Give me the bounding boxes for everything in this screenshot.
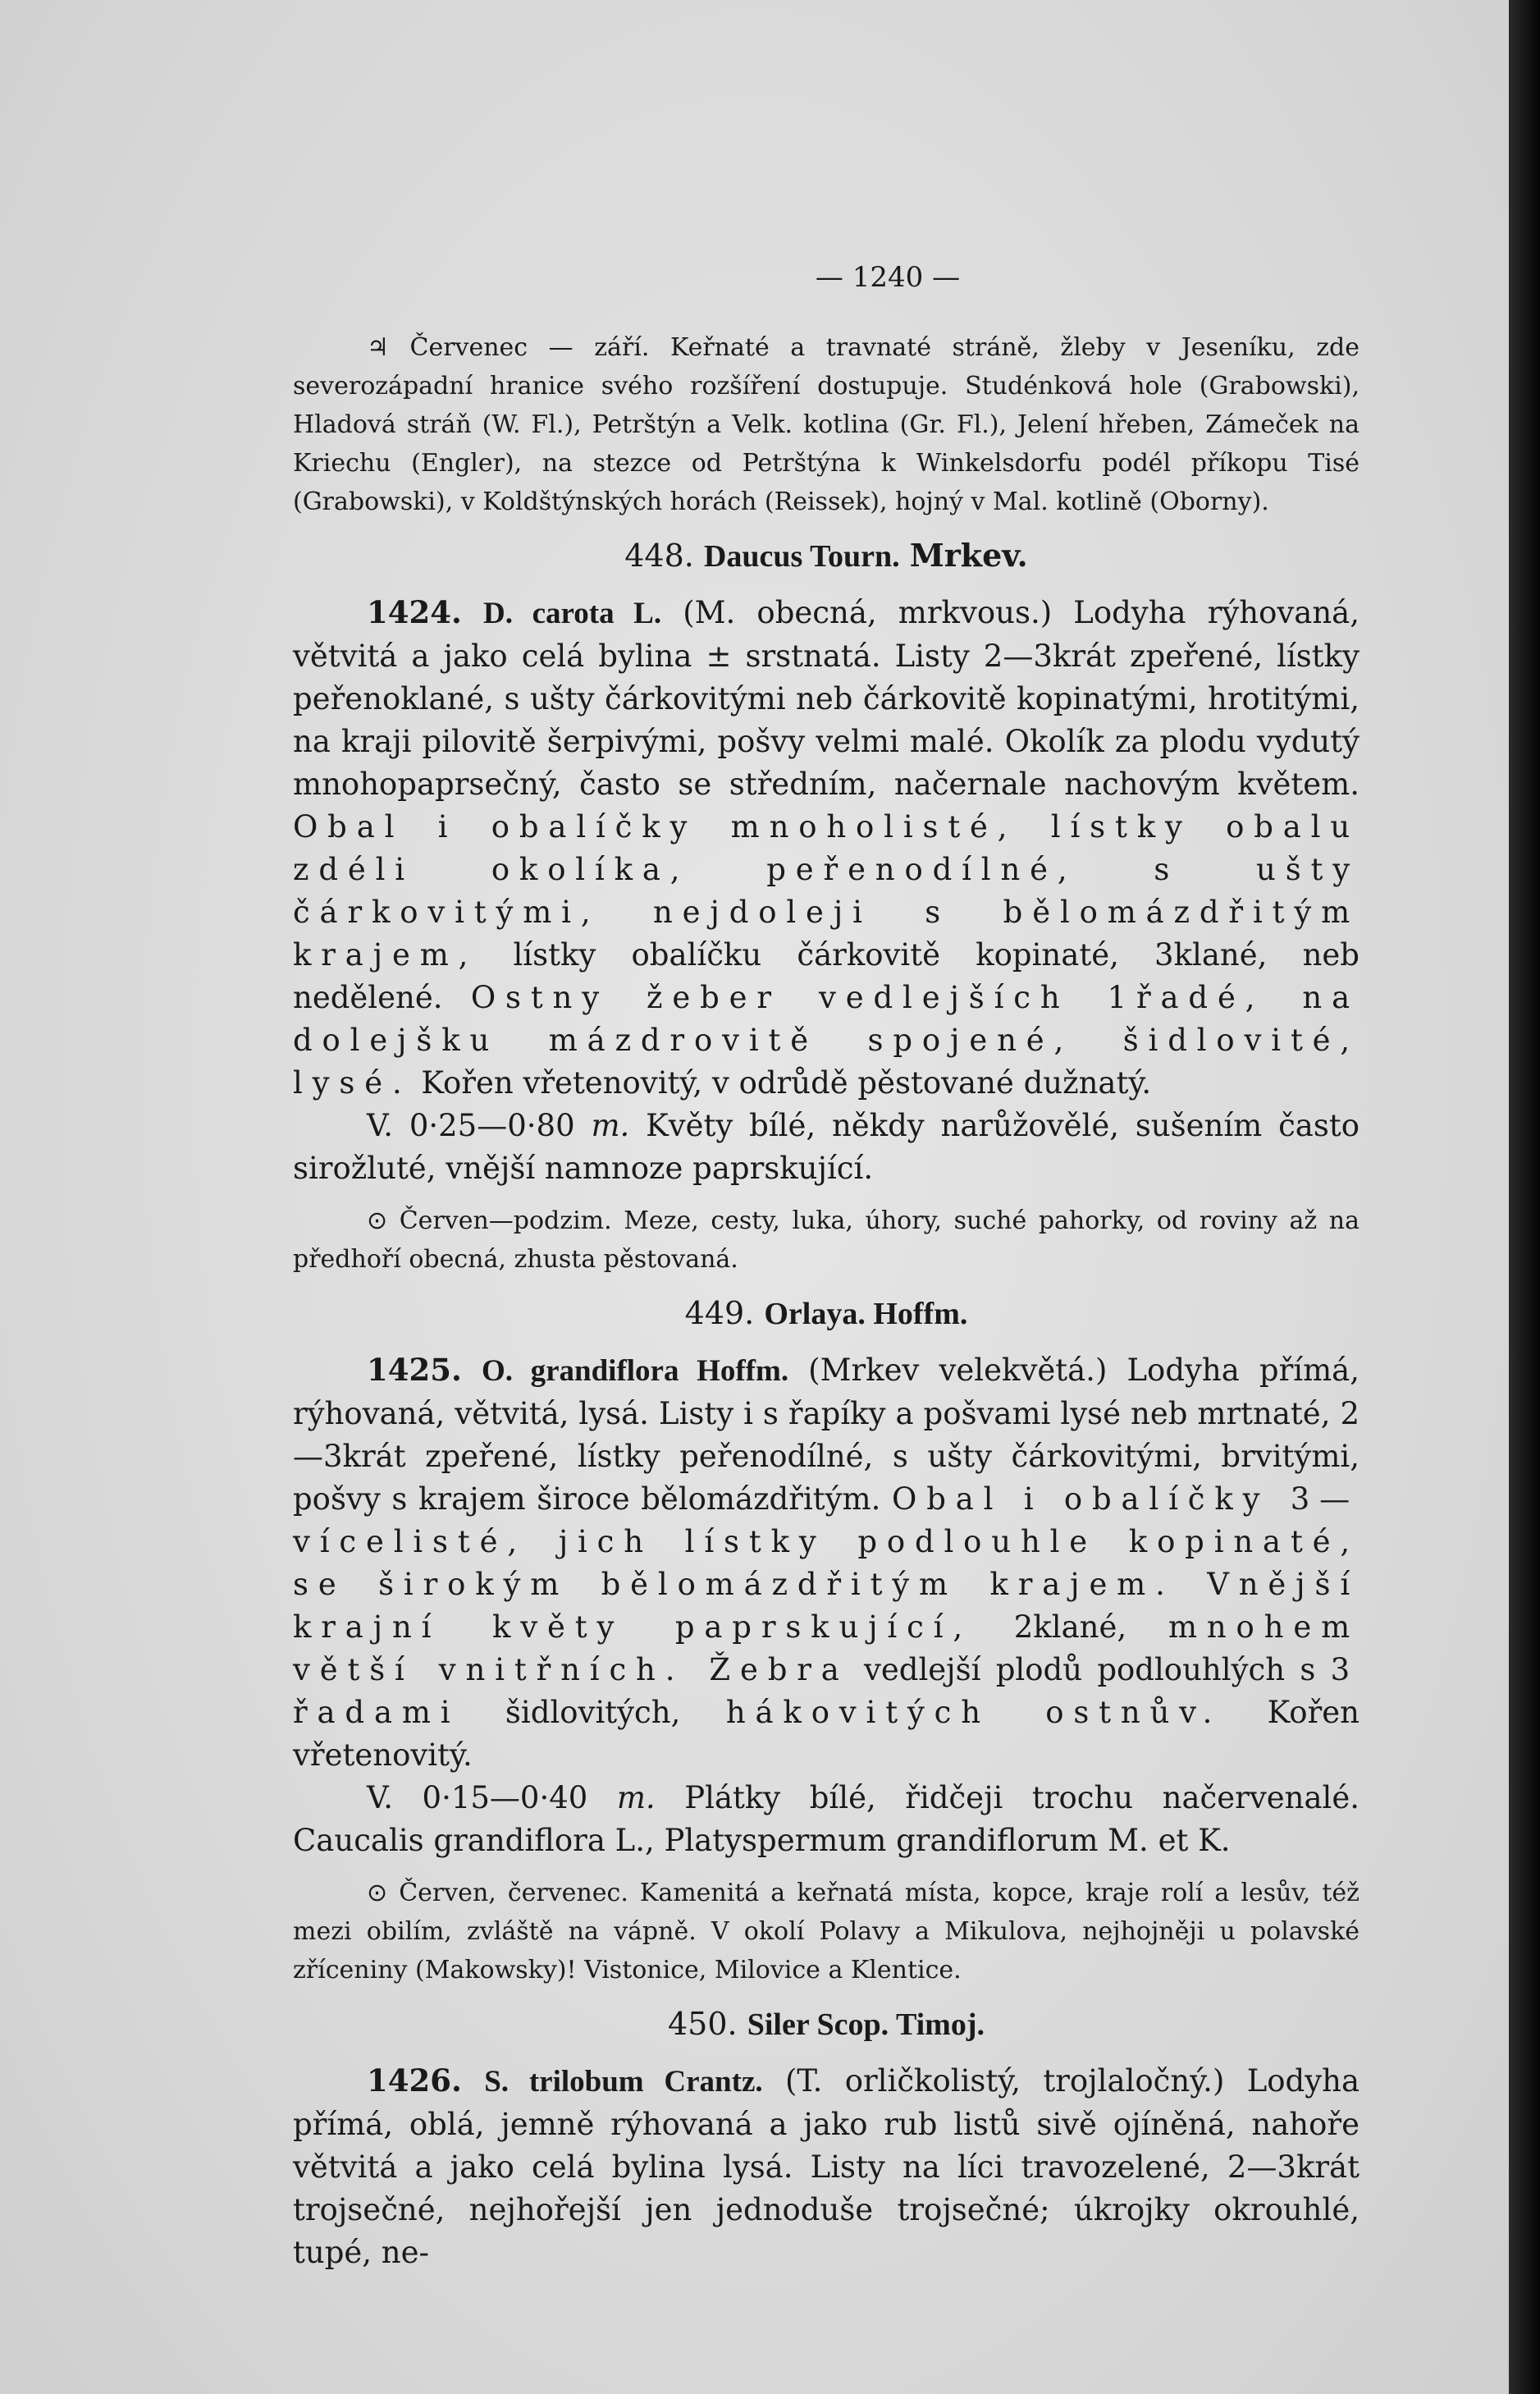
genus-name: Orlaya. Hoffm. xyxy=(764,1297,968,1331)
species-description-1424 xyxy=(293,591,1359,1105)
description-text: (M. obecná, mrkvous.) Lodyha rýhovaná, větvitá a jako celá bylina ± srstnatá. Listy 2—3krát zpeřené, lístky peřenoklané, s ušty čárkovitými neb čárkovitě kopinatými, hrotitými, na kraji pilovitě šerpivými, pošvy velmi malé. Okolík za plodu vydutý mnohopaprsečný, často se středním, načernale nachovým květem. xyxy=(293,595,1359,802)
page-content xyxy=(293,261,1359,2274)
habitat-paragraph-1425 xyxy=(293,1874,1359,1989)
scan-edge-shadow xyxy=(1509,0,1540,2394)
description-text: (T. orličkolistý, trojlaločný.) Lodyha přímá, oblá, jemně rýhovaná a jako rub listů sivě ojíněná, nahoře větvitá a jako celá bylina lysá. Listy na líci travozelené, 2—3krát trojsečné, nejhořejší jen jednoduše trojsečné; úkrojky okrouhlé, tupé, ne- xyxy=(293,2063,1360,2270)
size-text: Květy bílé, někdy narůžovělé, sušením často sirožluté, vnější namnoze paprskující. xyxy=(293,1108,1360,1186)
description-text: Kořen vřetenovitý, v odrůdě pěstované dužnatý. xyxy=(411,1065,1152,1101)
size-paragraph-1425 xyxy=(293,1777,1359,1862)
size-paragraph-1424 xyxy=(293,1105,1359,1190)
spaced-emphasis: hákovitých ostnův. xyxy=(725,1695,1222,1730)
size-unit: m. xyxy=(616,1780,656,1815)
size-text: Plátky bílé, řidčeji trochu načervenalé. Caucalis grandiflora L., Platyspermum grandiflorum M. et K. xyxy=(293,1780,1360,1858)
species-name: D. carota L. xyxy=(483,597,662,630)
description-text: Kořen vřetenovitý. xyxy=(293,1695,1359,1773)
annual-symbol: ⊙ xyxy=(367,1879,388,1907)
species-number: 1426. xyxy=(367,2062,462,2099)
species-number: 1425. xyxy=(367,1352,462,1388)
spaced-emphasis: mnohem větší vnitřních. Žebra xyxy=(293,1609,1359,1687)
size-value: 0·15—0·40 xyxy=(422,1780,588,1815)
genus-czech-name: Mrkev. xyxy=(909,537,1028,574)
habitat-text: Červen, červenec. Kamenitá a keřnatá místa, kopce, kraje rolí a lesův, též mezi obilím, zvláště na vápně. V okolí Polavy a Mikulova, nejhojněji u polavské zříceniny (Makowsky)! Vistonice, Milovice a Klentice. xyxy=(293,1879,1359,1984)
genus-name: Siler Scop. Timoj. xyxy=(747,2007,985,2042)
spaced-emphasis: Ostny žeber vedlejších 1řadé, na dolejšku mázdrovitě spojené, šidlovité, lysé. xyxy=(293,980,1359,1101)
size-label: V. xyxy=(367,1108,394,1143)
genus-heading-448 xyxy=(293,533,1359,579)
genus-number: 448. xyxy=(624,538,694,574)
size-value: 0·25—0·80 xyxy=(409,1108,575,1143)
spaced-emphasis: 3 řadami xyxy=(293,1652,1359,1730)
species-description-1425 xyxy=(293,1348,1359,1777)
page-number: — 1240 — xyxy=(815,261,961,294)
species-name: S. trilobum Crantz. xyxy=(484,2065,763,2099)
description-text: 2klané, xyxy=(971,1609,1168,1645)
description-text: lístky obalíčku čárkovitě kopinaté, 3klané, neb nedělené. xyxy=(293,937,1359,1015)
description-text: (Mrkev velekvětá.) Lodyha přímá, rýhovaná, větvitá, lysá. Listy i s řapíky a pošvami lysé neb mrtnaté, 2—3krát zpeřené, lístky peřenodílné, s ušty čárkovitými, brvitými, pošvy s krajem široce bělomázdřitým. xyxy=(293,1353,1360,1517)
species-description-1426 xyxy=(293,2059,1359,2274)
habitat-text: Červen—podzim. Meze, cesty, luka, úhory, suché pahorky, od roviny až na předhoří obecná, zhusta pěstovaná. xyxy=(293,1206,1359,1274)
spaced-emphasis: Obal i obalíčky 3—vícelisté, jich lístky podlouhle kopinaté, se širokým bělomázdřitým krajem. Vnější krajní květy paprskující, xyxy=(293,1481,1360,1645)
perennial-symbol: ♃ xyxy=(367,333,389,362)
annual-symbol: ⊙ xyxy=(367,1206,388,1235)
species-name: O. grandiflora Hoffm. xyxy=(481,1354,789,1388)
size-unit: m. xyxy=(591,1108,630,1143)
species-number: 1424. xyxy=(367,594,462,630)
description-text: vedlejší plodů podlouhlých s xyxy=(848,1652,1331,1687)
spacer xyxy=(293,1190,1359,1202)
continuation-paragraph xyxy=(293,328,1359,521)
spacer xyxy=(293,1862,1359,1874)
continuation-text: Červenec — září. Keřnaté a travnaté stráně, žleby v Jeseníku, zde severozápadní hranice svého rozšíření dostupuje. Studénková hole (Grabowski), Hladová stráň (W. Fl.), Petrštýn a Velk. kotlina (Gr. Fl.), Jelení hřeben, Zámeček na Kriechu (Engler), na stezce od Petrštýna k Winkelsdorfu podél příkopu Tisé (Grabowski), v Koldštýnských horách (Reissek), hojný v Mal. kotlině (Oborny). xyxy=(293,333,1359,516)
size-label: V. xyxy=(367,1780,394,1815)
genus-number: 450. xyxy=(668,2006,738,2042)
genus-heading-450 xyxy=(293,2001,1359,2048)
spaced-emphasis: Obal i obalíčky mnoholisté, lístky obalu zdéli okolíka, peřenodílné, s ušty čárkovitými, nejdoleji s bělomázdřitým krajem, xyxy=(293,809,1359,973)
genus-number: 449. xyxy=(684,1295,755,1331)
genus-heading-449 xyxy=(293,1290,1359,1337)
genus-name: Daucus Tourn. xyxy=(703,539,900,574)
description-text: šidlovitých, xyxy=(459,1695,726,1730)
habitat-paragraph-1424 xyxy=(293,1202,1359,1279)
